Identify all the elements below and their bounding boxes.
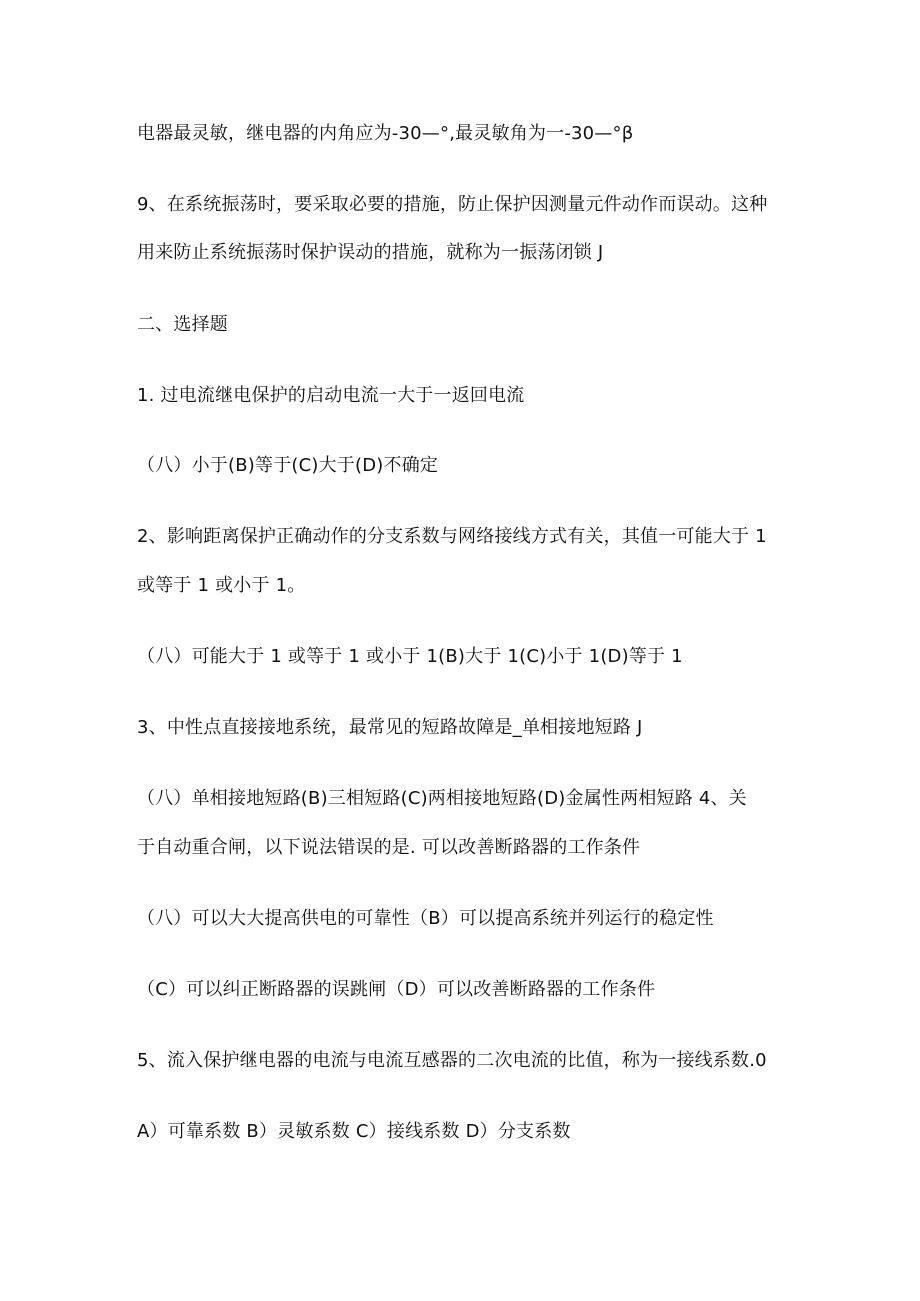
question-1-options: （八）小于(B)等于(C)大于(D)不确定: [137, 455, 439, 476]
question-5-options: A）可靠系数 B）灵敏系数 C）接线系数 D）分支系数: [137, 1121, 571, 1142]
question-4-options-cd: （C）可以纠正断路器的误跳闸（D）可以改善断路器的工作条件: [137, 979, 656, 1000]
question-2-part1: 2、影响距离保护正确动作的分支系数与网络接线方式有关，其值一可能大于 1: [137, 526, 767, 547]
question-3: 3、中性点直接接地系统，最常见的短路故障是_单相接地短路 J: [137, 717, 643, 738]
text-line-relay-angle: 电器最灵敏，继电器的内角应为-30—°,最灵敏角为一-30—°β: [137, 123, 634, 144]
question-4-part2: 于自动重合闸，以下说法错误的是. 可以改善断路器的工作条件: [137, 837, 641, 858]
question-2-options: （八）可能大于 1 或等于 1 或小于 1(B)大于 1(C)小于 1(D)等于 1: [137, 646, 683, 667]
question-5: 5、流入保护继电器的电流与电流互感器的二次电流的比值，称为一接线系数.0: [137, 1050, 767, 1071]
text-line-q9-part1: 9、在系统振荡时，要采取必要的措施，防止保护因测量元件动作而误动。这种: [137, 194, 768, 215]
question-3-options-and-question-4: （八）单相接地短路(B)三相短路(C)两相接地短路(D)金属性两相短路 4、关: [137, 788, 747, 809]
text-line-q9-part2: 用来防止系统振荡时保护误动的措施，就称为一振荡闭锁 J: [137, 242, 604, 263]
section-heading-choice-questions: 二、选择题: [137, 314, 228, 335]
question-4-options-ab: （八）可以大大提高供电的可靠性（B）可以提高系统并列运行的稳定性: [137, 908, 714, 929]
question-1: 1. 过电流继电保护的启动电流一大于一返回电流: [137, 385, 525, 406]
question-2-part2: 或等于 1 或小于 1。: [137, 575, 306, 596]
